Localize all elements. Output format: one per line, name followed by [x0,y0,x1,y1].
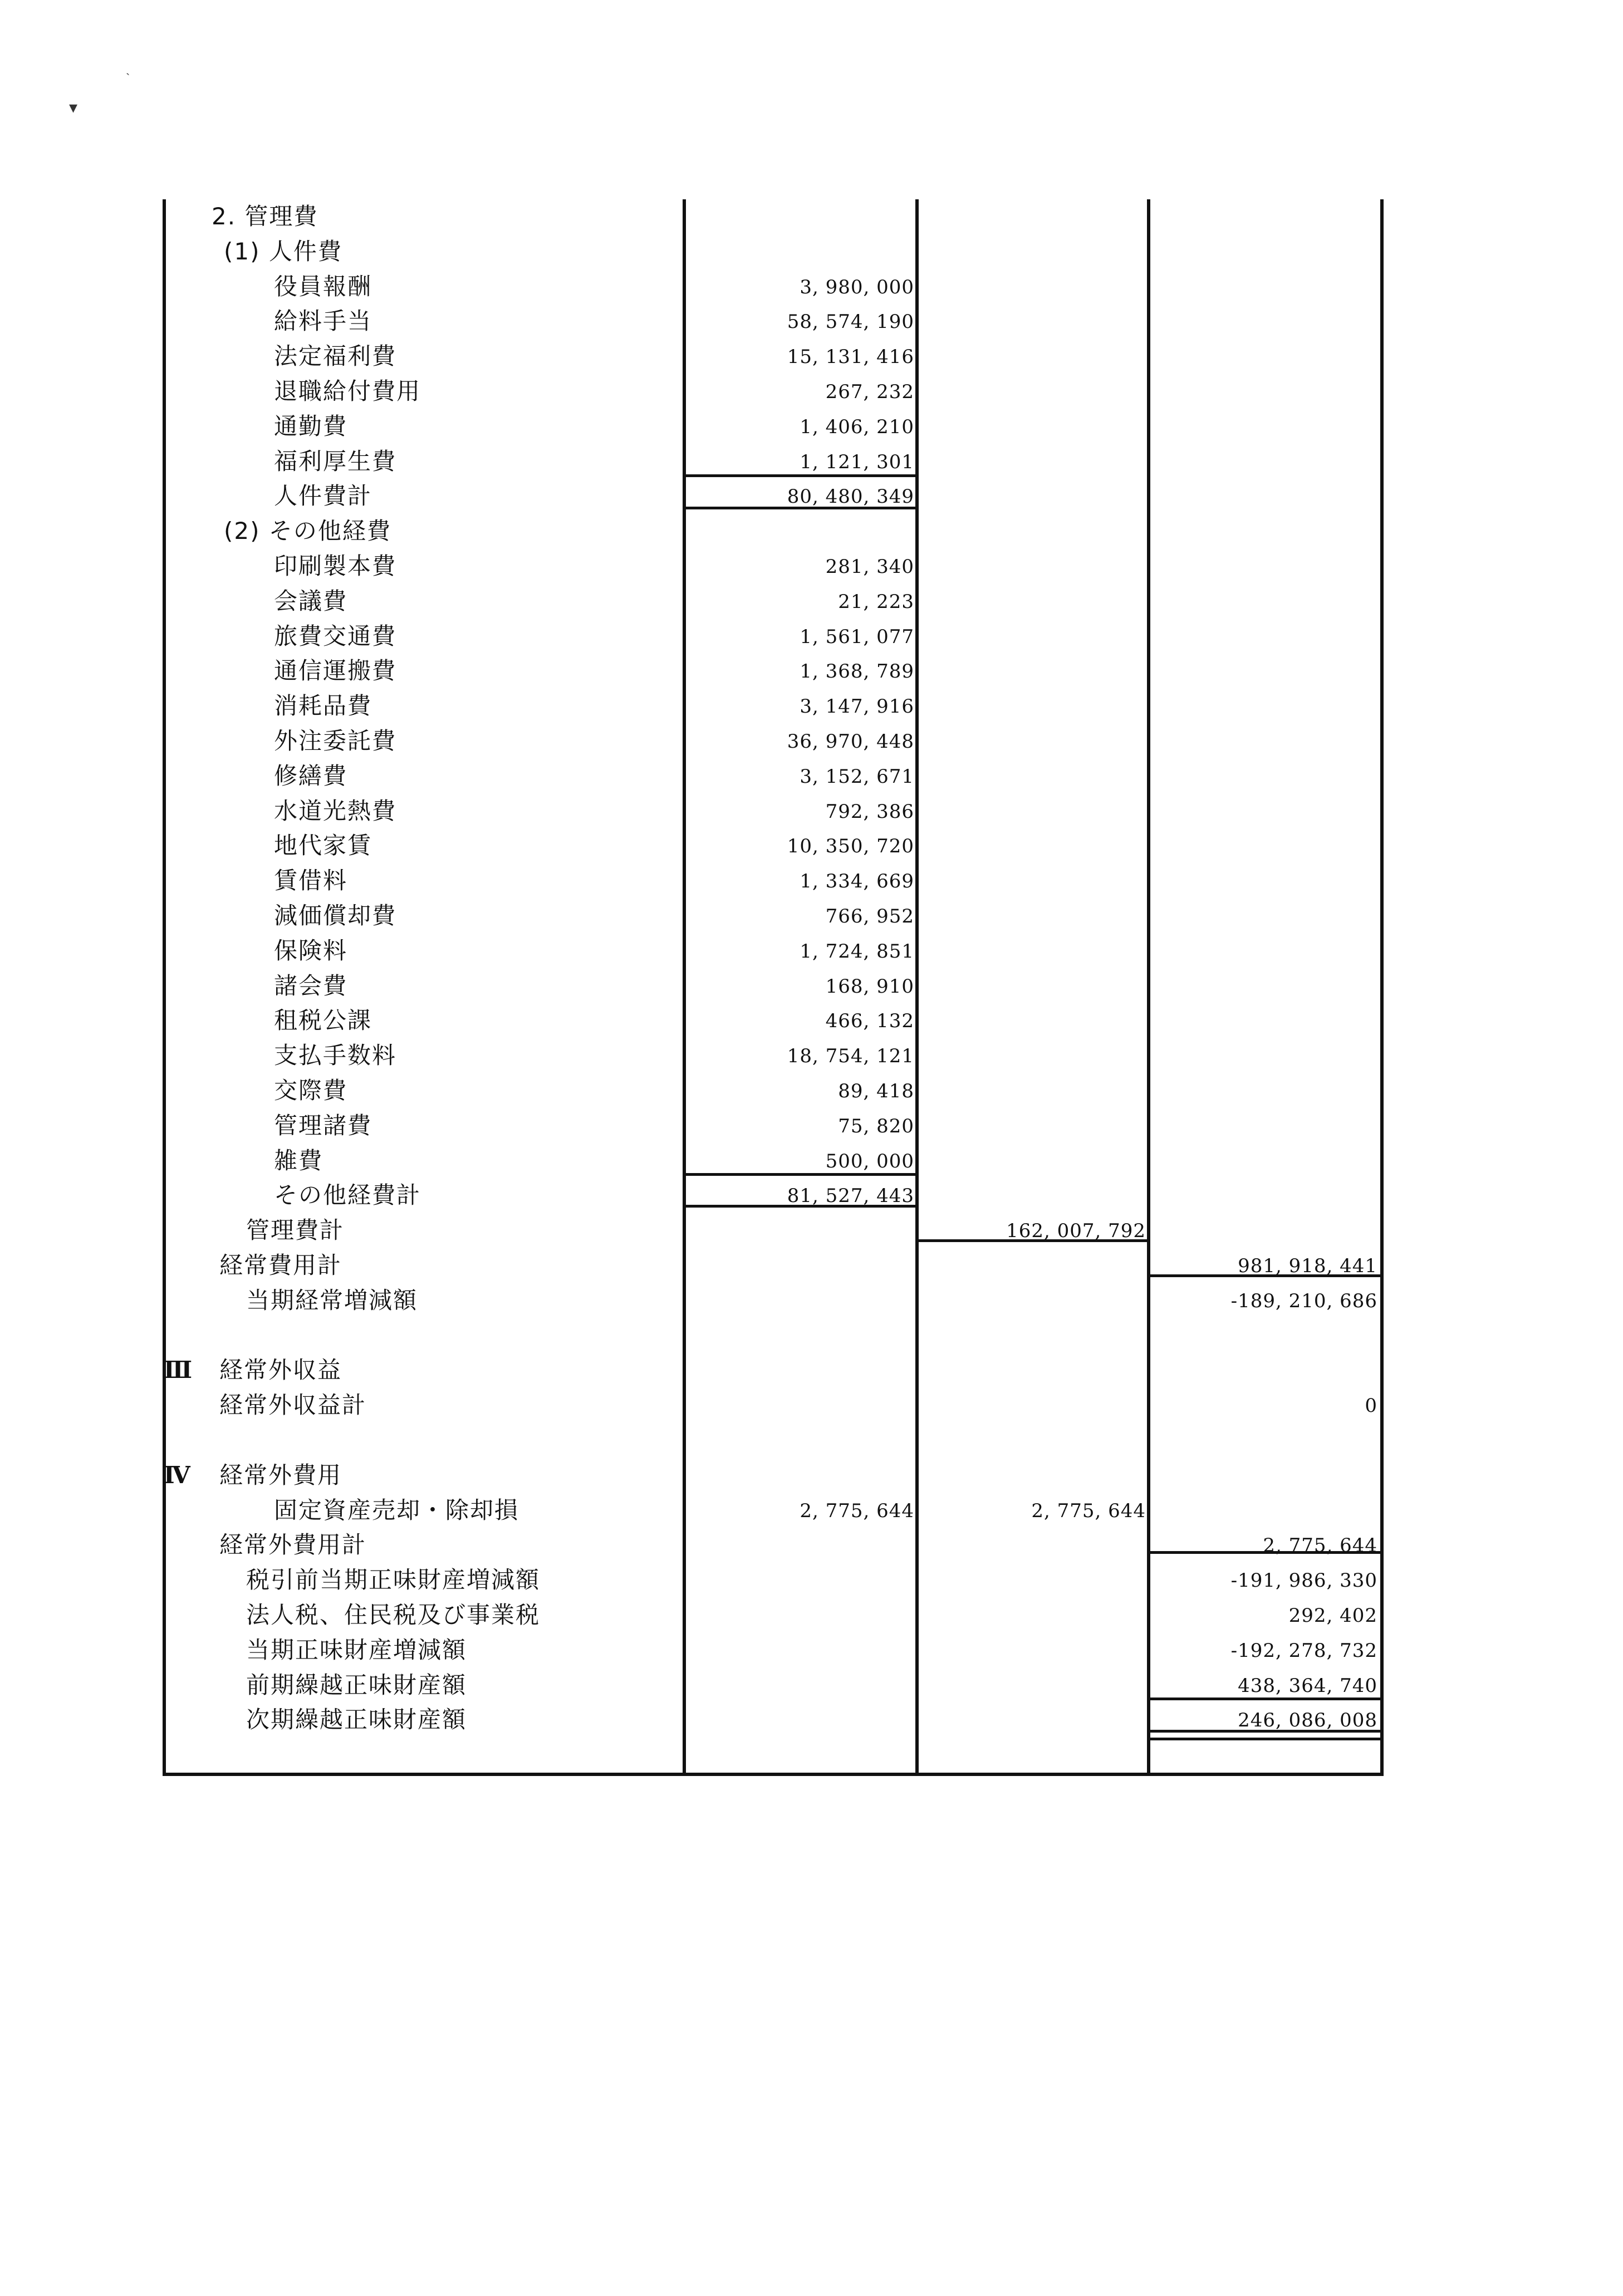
row-label: 給料手当 [274,307,372,335]
amount-c3: 0 [1365,1395,1377,1417]
table-row [163,304,1384,339]
table-row [163,339,1384,374]
amount-c3: 292, 402 [1288,1605,1377,1627]
amount-c1: 81, 527, 443 [787,1185,914,1208]
table-bottom-border [163,1773,1384,1776]
table-row [163,1388,1384,1423]
row-label: 水道光熱費 [274,797,397,825]
row-label: 支払手数料 [274,1042,397,1069]
amount-c1: 500, 000 [825,1150,914,1172]
table-row [163,584,1384,619]
row-label: 雑費 [274,1146,323,1174]
table-row [163,1528,1384,1563]
row-label: 役員報酬 [274,272,372,300]
row-label: 通勤費 [274,412,348,440]
amount-c3: -192, 278, 732 [1230,1639,1377,1662]
amount-c1: 792, 386 [825,800,914,823]
row-label: 前期繰越正味財産額 [246,1671,467,1699]
table-row [163,1633,1384,1668]
row-label: 経常外収益計 [219,1391,367,1419]
table-row [163,234,1384,269]
table-row [163,1038,1384,1073]
table-row [163,1073,1384,1108]
amount-c1: 3, 152, 671 [800,765,914,788]
table-row [163,969,1384,1004]
amount-c1: 36, 970, 448 [787,730,914,753]
amount-c3: 981, 918, 441 [1238,1255,1377,1277]
amount-c1: 18, 754, 121 [787,1045,914,1068]
amount-c3: 438, 364, 740 [1238,1674,1377,1697]
table-row [163,1283,1384,1318]
table-row [163,199,1384,234]
table-row [163,1668,1384,1703]
table-row [163,269,1384,305]
row-label: 管理諸費 [274,1111,372,1139]
amount-c1: 1, 121, 301 [800,450,914,473]
amount-c1: 1, 724, 851 [800,940,914,963]
row-label: (2) その他経費 [224,517,391,545]
row-label: 福利厚生費 [274,447,397,475]
amount-c2: 162, 007, 792 [1006,1220,1146,1243]
table-row [163,1144,1384,1179]
row-label: 次期繰越正味財産額 [246,1706,467,1734]
amount-c1: 15, 131, 416 [787,346,914,369]
table-row [163,1248,1384,1283]
amount-c1: 21, 223 [838,590,914,613]
row-label: 経常外収益 [219,1356,342,1384]
table-row [163,619,1384,654]
row-label: 旅費交通費 [274,622,397,650]
row-label: 諸会費 [274,972,348,999]
table-row [163,514,1384,549]
amount-c1: 1, 334, 669 [800,870,914,893]
row-label: 退職給付費用 [274,377,421,405]
table-row [163,1353,1384,1388]
statement-table [163,199,1384,1776]
scan-mark-arrow: ▾ [69,98,78,117]
row-label: 2. 管理費 [212,203,318,230]
table-row [163,654,1384,689]
table-row [163,794,1384,829]
table-row [163,689,1384,724]
table-row [163,724,1384,759]
section-numeral: Ⅳ [164,1461,190,1489]
amount-c1: 75, 820 [838,1115,914,1137]
amount-c1: 1, 368, 789 [800,660,914,683]
amount-c1: 1, 561, 077 [800,625,914,648]
row-label: 修繕費 [274,762,348,789]
amount-c1: 80, 480, 349 [787,485,914,508]
amount-c1: 281, 340 [825,556,914,578]
row-label: 経常外費用計 [219,1531,367,1559]
row-label: 減価償却費 [274,902,397,929]
amount-c3: -191, 986, 330 [1230,1569,1377,1592]
row-label: 通信運搬費 [274,657,397,685]
table-row [163,1108,1384,1144]
table-row [163,864,1384,899]
table-row [163,1318,1384,1353]
table-row [163,1458,1384,1493]
row-label: 保険料 [274,936,348,964]
table-row [163,1563,1384,1598]
amount-c1: 1, 406, 210 [800,415,914,438]
scan-mark: ˎ [126,62,130,76]
row-label: 法定福利費 [274,342,397,370]
table-row [163,828,1384,864]
row-label: 管理費計 [246,1216,345,1244]
table-row [163,1703,1384,1738]
row-label: 経常外費用 [219,1461,342,1489]
amount-c1: 267, 232 [825,381,914,403]
table-row [163,759,1384,794]
table-row [163,1423,1384,1458]
table-row [163,374,1384,409]
table-row [163,444,1384,479]
row-label: 地代家賃 [274,832,372,860]
amount-c1: 58, 574, 190 [787,311,914,333]
amount-c3: -189, 210, 686 [1230,1289,1377,1312]
table-row [163,934,1384,969]
table-row [163,409,1384,444]
row-label: その他経費計 [274,1181,421,1209]
row-label: 印刷製本費 [274,552,397,580]
total-rule-double-2 [1147,1738,1384,1740]
row-label: 消耗品費 [274,692,372,720]
section-numeral: Ⅲ [164,1356,193,1384]
amount-c1: 168, 910 [825,975,914,998]
row-label: 人件費計 [274,482,372,510]
amount-c1: 3, 147, 916 [800,695,914,718]
row-label: 経常費用計 [219,1252,342,1279]
row-label: 租税公課 [274,1007,372,1034]
row-label: (1) 人件費 [224,237,342,265]
amount-c1: 466, 132 [825,1010,914,1033]
table-row [163,899,1384,934]
row-label: 交際費 [274,1077,348,1104]
table-row [163,1213,1384,1248]
row-label: 会議費 [274,587,348,615]
table-row [163,1493,1384,1528]
table-row [163,1003,1384,1038]
table-row [163,1178,1384,1213]
row-label: 固定資産売却・除却損 [274,1496,519,1524]
amount-c2: 2, 775, 644 [1031,1499,1146,1522]
table-row [163,1598,1384,1633]
row-label: 外注委託費 [274,727,397,754]
table-row [163,549,1384,584]
amount-c1: 10, 350, 720 [787,835,914,858]
amount-c1: 766, 952 [825,905,914,928]
row-label: 当期正味財産増減額 [246,1636,467,1664]
row-label: 当期経常増減額 [246,1286,418,1314]
amount-c3: 246, 086, 008 [1238,1709,1377,1732]
amount-c1: 89, 418 [838,1080,914,1102]
row-label: 法人税、住民税及び事業税 [246,1601,541,1628]
row-label: 税引前当期正味財産増減額 [246,1566,541,1594]
table-row [163,479,1384,514]
amount-c3: 2, 775, 644 [1263,1534,1377,1557]
amount-c1: 2, 775, 644 [800,1499,914,1522]
amount-c1: 3, 980, 000 [800,276,914,298]
row-label: 賃借料 [274,867,348,895]
